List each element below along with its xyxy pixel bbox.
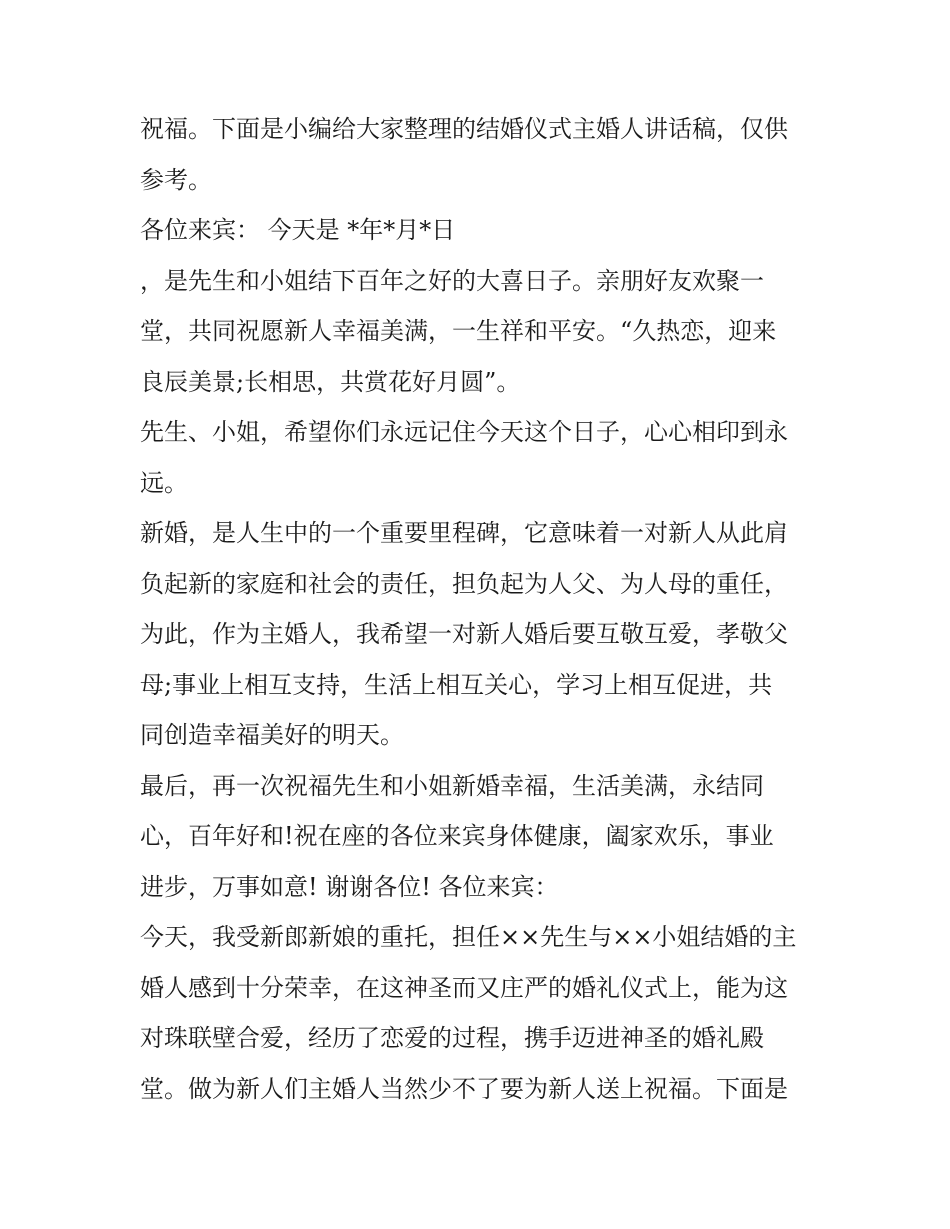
text-line: 良辰美景;长相思，共赏花好月圆”。	[140, 367, 521, 396]
text-line: 先生、小姐，希望你们永远记住今天这个日子，心心相印到永	[140, 418, 788, 446]
text-line: 今天，我受新郎新娘的重托，担任××先生与××小姐结婚的主	[140, 923, 797, 951]
text-line: 婚人感到十分荣幸，在这神圣而又庄严的婚礼仪式上，能为这	[140, 973, 788, 1002]
text-line: 新婚，是人生中的一个重要里程碑，它意味着一对新人从此肩	[140, 519, 788, 547]
text-line: 各位来宾： 今天是 *年*月*日	[140, 216, 456, 244]
text-line: 进步，万事如意! 谢谢各位! 各位来宾：	[140, 872, 559, 901]
text-line: 对珠联壁合爱，经历了恋爱的过程，携手迈进神圣的婚礼殿	[140, 1024, 764, 1052]
text-line: 同创造幸福美好的明天。	[140, 721, 404, 749]
text-line: 远。	[140, 468, 188, 497]
text-line: 最后，再一次祝福先生和小姐新婚幸福，生活美满，永结同	[140, 771, 764, 800]
text-line: 母;事业上相互支持，生活上相互关心，学习上相互促进，共	[140, 670, 773, 699]
text-line: 负起新的家庭和社会的责任，担负起为人父、为人母的重任，	[140, 569, 788, 598]
text-line: 堂，共同祝愿新人幸福美满，一生祥和平安。“久热恋，迎来	[140, 317, 777, 345]
text-line: 参考。	[140, 165, 212, 194]
text-line: 祝福。下面是小编给大家整理的结婚仪式主婚人讲话稿，仅供	[140, 115, 788, 143]
text-line: 堂。做为新人们主婚人当然少不了要为新人送上祝福。下面是	[140, 1074, 788, 1103]
text-line: 为此，作为主婚人，我希望一对新人婚后要互敬互爱，孝敬父	[140, 620, 788, 648]
text-line: ，是先生和小姐结下百年之好的大喜日子。亲朋好友欢聚一	[140, 266, 764, 295]
text-line: 心，百年好和!祝在座的各位来宾身体健康，阖家欢乐，事业	[140, 822, 774, 850]
document-body	[140, 104, 820, 1114]
